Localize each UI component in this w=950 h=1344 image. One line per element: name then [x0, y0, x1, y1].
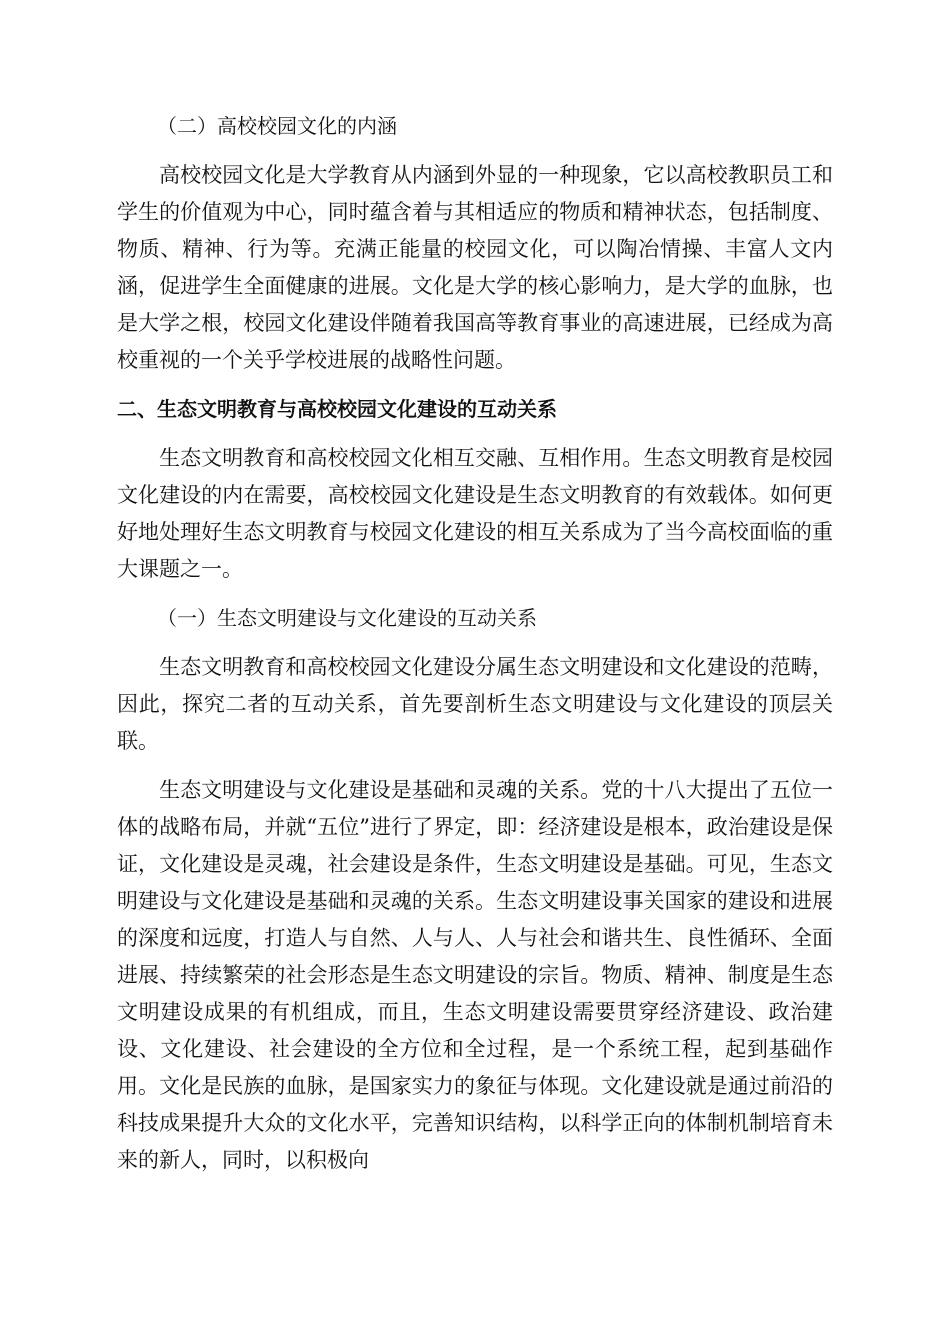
paragraph-scope: 生态文明教育和高校校园文化建设分属生态文明建设和文化建设的范畴，因此，探究二者的互动关系，首先要剖析生态文明建设与文化建设的顶层关联。 — [117, 655, 833, 753]
document-page — [117, 108, 833, 1191]
paragraph-interaction-intro: 生态文明教育和高校校园文化相互交融、互相作用。生态文明教育是校园文化建设的内在需要，高校校园文化建设是生态文明教育的有效载体。如何更好地处理好生态文明教育与校园文化建设的相互关系成为了当今高校面临的重大课题之一。 — [117, 446, 833, 581]
subheading-eco-culture-interaction: （一）生态文明建设与文化建设的互动关系 — [157, 606, 537, 630]
subheading-campus-culture-connotation: （二）高校校园文化的内涵 — [157, 114, 397, 138]
paragraph-campus-culture-definition: 高校校园文化是大学教育从内涵到外显的一种现象，它以高校教职员工和学生的价值观为中心，同时蕴含着与其相适应的物质和精神状态，包括制度、物质、精神、行为等。充满正能量的校园文化，可以陶冶情操、丰富人文内涵，促进学生全面健康的进展。文化是大学的核心影响力，是大学的血脉，也是大学之根，校园文化建设伴随着我国高等教育事业的高速进展，已经成为高校重视的一个关乎学校进展的战略性问题。 — [117, 163, 833, 372]
paragraph-foundation-soul: 生态文明建设与文化建设是基础和灵魂的关系。党的十八大提出了五位一体的战略布局，并就“五位”进行了界定，即：经济建设是根本，政治建设是保证，文化建设是灵魂，社会建设是条件，生态文明建设是基础。可见，生态文明建设与文化建设是基础和灵魂的关系。生态文明建设事关国家的建设和进展的深度和远度，打造人与自然、人与人、人与社会和谐共生、良性循环、全面进展、持续繁荣的社会形态是生态文明建设的宗旨。物质、精神、制度是生态文明建设成果的有机组成，而且，生态文明建设需要贯穿经济建设、政治建设、文化建设、社会建设的全方位和全过程，是一个系统工程，起到基础作用。文化是民族的血脉，是国家实力的象征与体现。文化建设就是通过前沿的科技成果提升大众的文化水平，完善知识结构，以科学正向的体制机制培育未来的新人，同时，以积极向 — [117, 778, 833, 1172]
section-heading-interaction: 二、生态文明教育与高校校园文化建设的互动关系 — [117, 397, 557, 421]
